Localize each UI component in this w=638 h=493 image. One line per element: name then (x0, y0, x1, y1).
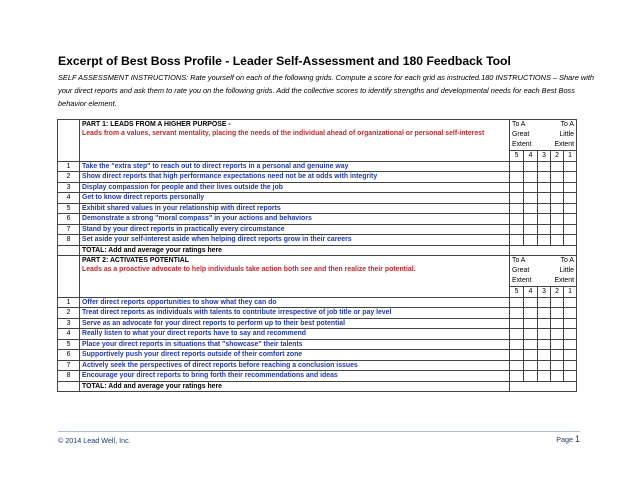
total-blank-cell (58, 245, 80, 256)
rating-cell[interactable] (510, 182, 524, 193)
rating-cell[interactable] (564, 182, 577, 193)
rating-cell[interactable] (510, 329, 524, 340)
item-number: 3 (58, 182, 80, 193)
item-text: Place your direct reports in situations that "showcase" their talents (80, 339, 510, 350)
table-row (58, 350, 577, 361)
item-text: Offer direct reports opportunities to show what they can do (80, 297, 510, 308)
part2-total-label: TOTAL: Add and average your ratings here (80, 381, 510, 392)
rating-cell[interactable] (564, 214, 577, 225)
scale-value: 5 (510, 151, 524, 162)
scale-value: 3 (538, 151, 551, 162)
scale-line (512, 130, 574, 140)
item-text: Serve as an advocate for your direct reports to perform up to their best potential (80, 318, 510, 329)
scale-left-label: Extent (512, 277, 532, 284)
total-blank-cell (58, 381, 80, 392)
rating-cell[interactable] (551, 339, 564, 350)
item-number: 7 (58, 224, 80, 235)
rating-cell[interactable] (551, 224, 564, 235)
rating-cell[interactable] (524, 308, 538, 319)
scale-left-label: Great (512, 267, 530, 274)
scale-left-label: Extent (512, 141, 532, 148)
rating-cell[interactable] (538, 350, 551, 361)
scale-right-label: To A (560, 121, 574, 128)
rating-cell[interactable] (524, 172, 538, 183)
rating-cell[interactable] (524, 203, 538, 214)
rating-cell[interactable] (551, 318, 564, 329)
rating-cell[interactable] (524, 224, 538, 235)
rating-cell[interactable] (524, 360, 538, 371)
footer-rule (58, 431, 580, 432)
table-row (58, 172, 577, 183)
rating-cell[interactable] (524, 350, 538, 361)
item-number: 4 (58, 193, 80, 204)
part2-scale-heading (510, 256, 577, 287)
item-number: 8 (58, 371, 80, 382)
rating-cell[interactable] (510, 371, 524, 382)
page-label: Page (556, 435, 573, 444)
item-number: 5 (58, 203, 80, 214)
table-row (58, 224, 577, 235)
scale-value: 5 (510, 287, 524, 298)
table-row (58, 161, 577, 172)
scale-left-label: Great (512, 131, 530, 138)
instructions-text: SELF ASSESSMENT INSTRUCTIONS: Rate yourself on each of the following grids. Compute a score for each grid as instructed.180 INSTRUCTIONS – Share with your direct reports and ask them to rate you on the following grids. Add the collective scores to identify strengths and developmental needs for each Best Boss behavior element. (58, 73, 595, 109)
scale-value: 1 (564, 151, 577, 162)
rating-cell[interactable] (538, 318, 551, 329)
part1-scale-heading (510, 120, 577, 151)
item-text: Encourage your direct reports to bring forth their recommendations and ideas (80, 371, 510, 382)
rating-cell[interactable] (510, 193, 524, 204)
rating-cell[interactable] (524, 297, 538, 308)
rating-cell[interactable] (564, 339, 577, 350)
table-row (58, 297, 577, 308)
table-row (58, 203, 577, 214)
rating-cell[interactable] (538, 329, 551, 340)
rating-cell[interactable] (538, 172, 551, 183)
item-number: 7 (58, 360, 80, 371)
item-text: Set aside your self-interest aside when helping direct reports grow in their careers (80, 235, 510, 246)
scale-right-label: Extent (554, 141, 574, 148)
rating-cell[interactable] (564, 308, 577, 319)
scale-left-label: To A (512, 121, 526, 128)
scale-value: 2 (551, 287, 564, 298)
rating-cell[interactable] (524, 214, 538, 225)
rating-cell[interactable] (564, 371, 577, 382)
rating-cell[interactable] (524, 329, 538, 340)
part1-total-row (58, 245, 577, 256)
table-row (58, 360, 577, 371)
rating-cell[interactable] (510, 297, 524, 308)
item-number: 2 (58, 308, 80, 319)
item-text: Demonstrate a strong "moral compass" in your actions and behaviors (80, 214, 510, 225)
scale-right-label: Little (559, 267, 574, 274)
item-text: Supportively push your direct reports outside of their comfort zone (80, 350, 510, 361)
item-text: Stand by your direct reports in practically every circumstance (80, 224, 510, 235)
rating-cell[interactable] (551, 297, 564, 308)
item-number: 8 (58, 235, 80, 246)
item-text: Really listen to what your direct reports have to say and recommend (80, 329, 510, 340)
rating-cell[interactable] (524, 182, 538, 193)
rating-cell[interactable] (510, 203, 524, 214)
rating-cell[interactable] (538, 214, 551, 225)
part1-title: PART 1: LEADS FROM A HIGHER PURPOSE - (82, 121, 231, 128)
scale-line (512, 266, 574, 276)
footer-page (556, 434, 580, 444)
rating-cell[interactable] (538, 308, 551, 319)
rating-cell[interactable] (510, 360, 524, 371)
item-text: Display compassion for people and their lives outside the job (80, 182, 510, 193)
item-number: 1 (58, 297, 80, 308)
scale-line (512, 276, 574, 286)
table-row (58, 318, 577, 329)
rating-cell[interactable] (564, 350, 577, 361)
assessment-grid (57, 119, 577, 392)
table-row (58, 235, 577, 246)
part1-total-label: TOTAL: Add and average your ratings here (80, 245, 510, 256)
rating-cell[interactable] (564, 360, 577, 371)
item-text: Treat direct reports as individuals with talents to contribute irrespective of job title or pay level (80, 308, 510, 319)
item-number: 6 (58, 214, 80, 225)
rating-cell[interactable] (551, 235, 564, 246)
scale-value: 1 (564, 287, 577, 298)
scale-value: 3 (538, 287, 551, 298)
part2-total-row (58, 381, 577, 392)
rating-cell[interactable] (564, 172, 577, 183)
rating-cell[interactable] (524, 339, 538, 350)
item-number: 2 (58, 172, 80, 183)
rating-cell[interactable] (551, 182, 564, 193)
rating-cell[interactable] (564, 235, 577, 246)
rating-cell[interactable] (538, 339, 551, 350)
item-number: 3 (58, 318, 80, 329)
part2-header-cell (80, 256, 510, 298)
rating-cell[interactable] (538, 182, 551, 193)
item-number: 5 (58, 339, 80, 350)
rating-cell[interactable] (551, 203, 564, 214)
table-row (58, 339, 577, 350)
table-row (58, 371, 577, 382)
rating-cell[interactable] (551, 329, 564, 340)
scale-right-label: Extent (554, 277, 574, 284)
rating-cell[interactable] (551, 172, 564, 183)
rating-cell[interactable] (564, 329, 577, 340)
rating-cell[interactable] (538, 371, 551, 382)
rating-cell[interactable] (551, 308, 564, 319)
part2-header-row (58, 256, 577, 287)
part2-total-cell[interactable] (510, 381, 577, 392)
rating-cell[interactable] (524, 193, 538, 204)
item-number: 4 (58, 329, 80, 340)
table-row (58, 308, 577, 319)
footer-copyright: © 2014 Lead Well, Inc. (58, 436, 131, 445)
scale-value: 4 (524, 151, 538, 162)
part2-title: PART 2: ACTIVATES POTENTIAL (82, 257, 189, 264)
rating-cell[interactable] (551, 214, 564, 225)
part1-corner-cell (58, 120, 80, 162)
item-text: Actively seek the perspectives of direct reports before reaching a conclusion issues (80, 360, 510, 371)
rating-cell[interactable] (538, 235, 551, 246)
rating-cell[interactable] (510, 172, 524, 183)
rating-cell[interactable] (510, 350, 524, 361)
rating-cell[interactable] (510, 308, 524, 319)
item-text: Get to know direct reports personally (80, 193, 510, 204)
rating-cell[interactable] (564, 203, 577, 214)
page-title: Excerpt of Best Boss Profile - Leader Self-Assessment and 180 Feedback Tool (58, 54, 511, 68)
rating-cell[interactable] (551, 371, 564, 382)
rating-cell[interactable] (538, 161, 551, 172)
scale-right-label: To A (560, 257, 574, 264)
rating-cell[interactable] (538, 203, 551, 214)
rating-cell[interactable] (510, 214, 524, 225)
table-row (58, 182, 577, 193)
item-number: 1 (58, 161, 80, 172)
rating-cell[interactable] (564, 224, 577, 235)
rating-cell[interactable] (564, 297, 577, 308)
rating-cell[interactable] (538, 360, 551, 371)
table-row (58, 193, 577, 204)
rating-cell[interactable] (510, 161, 524, 172)
rating-cell[interactable] (538, 193, 551, 204)
rating-cell[interactable] (551, 193, 564, 204)
table-row (58, 214, 577, 225)
part1-total-cell[interactable] (510, 245, 577, 256)
rating-cell[interactable] (510, 235, 524, 246)
rating-cell[interactable] (564, 193, 577, 204)
rating-cell[interactable] (524, 235, 538, 246)
item-text: Show direct reports that high performance expectations need not be at odds with integrity (80, 172, 510, 183)
rating-cell[interactable] (524, 318, 538, 329)
scale-value: 2 (551, 151, 564, 162)
scale-line (512, 140, 574, 150)
rating-cell[interactable] (524, 161, 538, 172)
part2-corner-cell (58, 256, 80, 298)
rating-cell[interactable] (551, 161, 564, 172)
rating-cell[interactable] (564, 318, 577, 329)
rating-cell[interactable] (564, 161, 577, 172)
part1-description: Leads from a values, servant mentality, placing the needs of the individual ahead of organizational or personal self-interest (82, 130, 485, 137)
scale-value: 4 (524, 287, 538, 298)
rating-cell[interactable] (510, 318, 524, 329)
scale-left-label: To A (512, 257, 526, 264)
grid-body (58, 120, 577, 392)
item-text: Exhibit shared values in your relationship with direct reports (80, 203, 510, 214)
rating-cell[interactable] (538, 297, 551, 308)
page-number: 1 (574, 434, 580, 444)
rating-cell[interactable] (551, 350, 564, 361)
item-number: 6 (58, 350, 80, 361)
rating-cell[interactable] (510, 339, 524, 350)
scale-right-label: Little (559, 131, 574, 138)
item-text: Take the "extra step" to reach out to direct reports in a personal and genuine way (80, 161, 510, 172)
scale-line (512, 120, 574, 130)
rating-cell[interactable] (524, 371, 538, 382)
rating-cell[interactable] (538, 224, 551, 235)
part1-header-cell (80, 120, 510, 162)
part2-description: Leads as a proactive advocate to help individuals take action both see and then realize their potential. (82, 266, 416, 273)
scale-line (512, 256, 574, 266)
table-row (58, 329, 577, 340)
rating-cell[interactable] (551, 360, 564, 371)
rating-cell[interactable] (510, 224, 524, 235)
part1-header-row (58, 120, 577, 151)
